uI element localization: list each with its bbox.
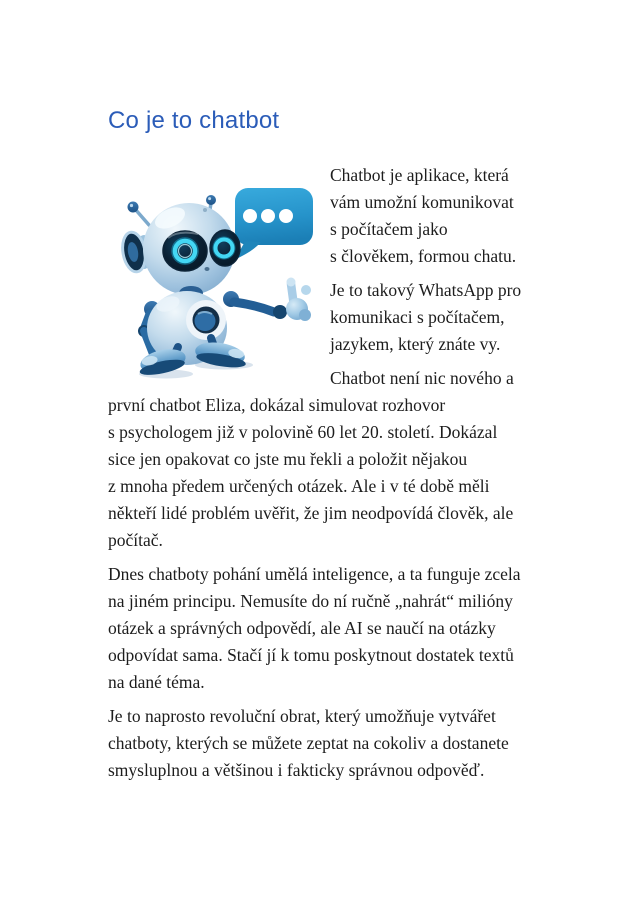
robot-chest-panel [186, 300, 226, 340]
robot-mouth-dot [205, 267, 210, 271]
robot-figure-svg [108, 162, 321, 389]
robot-head [143, 203, 240, 295]
paragraph-5: Je to naprosto revoluční obrat, který umožňuje vytvářet chatboty, kterých se můžete zeptat na cokoliv a dostanete smysluplnou a většinou i fakticky správnou odpověď. [108, 706, 509, 780]
chatbot-robot-illustration [108, 162, 321, 389]
robot-right-arm [223, 278, 311, 322]
paragraph-1: Chatbot je aplikace, která vám umožní komunikovat s počítačem jako s člověkem, formou chatu. [330, 165, 517, 266]
page-title: Co je to chatbot [108, 107, 280, 134]
paragraph-2: Je to takový WhatsApp pro komunikaci s počítačem, jazykem, který znáte vy. [330, 280, 522, 354]
speech-bubble-icon [231, 188, 313, 261]
paragraph-4: Dnes chatboty pohání umělá inteligence, a ta funguje zcela na jiném principu. Nemusíte do ní ručně „nahrát“ milióny otázek a správných odpovědí, ale AI se naučí na otázky odpovídat sama. Stačí jí k tomu poskytnout dostatek textů na dané téma. [108, 564, 521, 692]
paragraph-3: Chatbot není nic nového a první chatbot Eliza, dokázal simulovat rozhovor s psychologem již v polovině 60 let 20. století. Dokázal sice jen opakovat co jste mu řekli a položit nějakou z mnoha předem určených otázek. Ale i v té době měli někteří lidé problém uvěřit, že jim neodpovídá člověk, ale počítač. [108, 368, 514, 550]
article-body [108, 162, 528, 784]
